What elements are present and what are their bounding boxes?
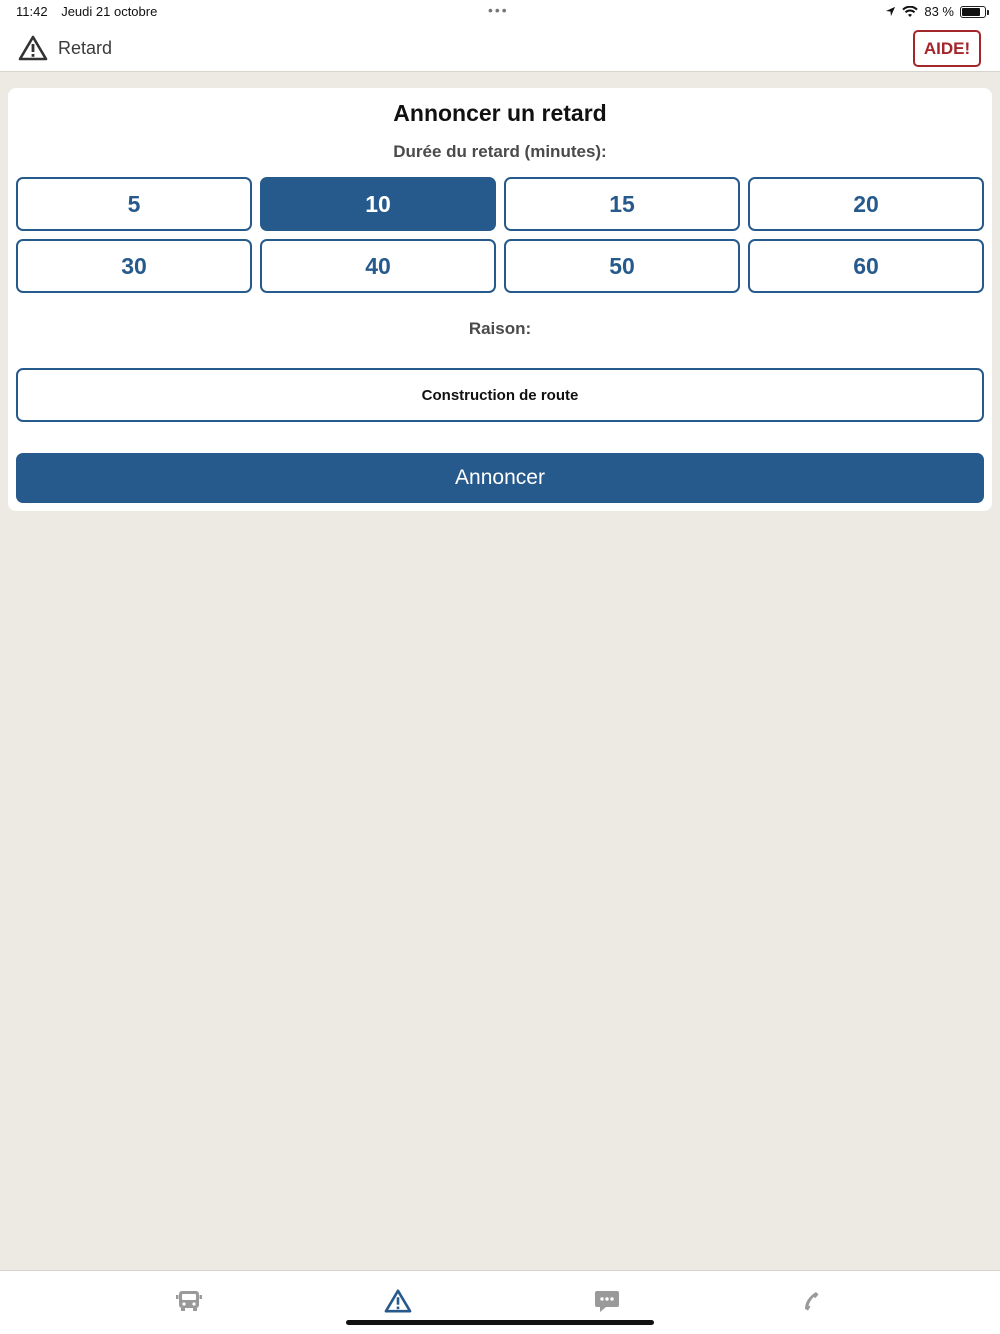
duration-button-15[interactable]: 15 xyxy=(504,177,740,231)
help-button[interactable]: AIDE! xyxy=(913,30,981,67)
reason-select[interactable]: Construction de route xyxy=(16,368,984,422)
duration-button-60[interactable]: 60 xyxy=(748,239,984,293)
warning-icon xyxy=(384,1288,412,1314)
warning-icon xyxy=(18,34,48,62)
wifi-icon xyxy=(902,6,918,18)
reason-label: Raison: xyxy=(468,319,532,338)
form-title: Annoncer un retard xyxy=(393,100,607,126)
duration-button-10[interactable]: 10 xyxy=(260,177,496,231)
tab-phone[interactable] xyxy=(796,1287,826,1315)
bus-icon xyxy=(176,1289,202,1313)
announce-button[interactable]: Annoncer xyxy=(16,453,984,503)
status-right xyxy=(885,4,986,19)
tab-delay[interactable] xyxy=(383,1287,413,1315)
tab-messages[interactable] xyxy=(592,1287,622,1315)
duration-button-30[interactable]: 30 xyxy=(16,239,252,293)
duration-button-50[interactable]: 50 xyxy=(504,239,740,293)
battery-icon xyxy=(960,6,986,18)
phone-icon xyxy=(799,1289,823,1313)
duration-button-5[interactable]: 5 xyxy=(16,177,252,231)
chat-icon xyxy=(594,1289,620,1313)
duration-button-20[interactable]: 20 xyxy=(748,177,984,231)
home-indicator xyxy=(346,1320,654,1325)
app-header xyxy=(0,24,1000,72)
duration-label: Durée du retard (minutes): xyxy=(393,142,607,161)
delay-form-card xyxy=(8,88,992,511)
multitasking-dots-icon[interactable]: ••• xyxy=(488,2,509,18)
battery-percentage: 83 % xyxy=(924,4,954,19)
status-date: Jeudi 21 octobre xyxy=(61,4,158,19)
location-arrow-icon xyxy=(885,6,896,17)
page-title: Retard xyxy=(58,38,113,58)
battery-fill xyxy=(962,8,980,16)
status-time: 11:42 xyxy=(16,4,48,19)
duration-button-40[interactable]: 40 xyxy=(260,239,496,293)
status-bar xyxy=(0,0,1000,24)
status-left xyxy=(16,4,157,19)
tab-bus[interactable] xyxy=(174,1287,204,1315)
